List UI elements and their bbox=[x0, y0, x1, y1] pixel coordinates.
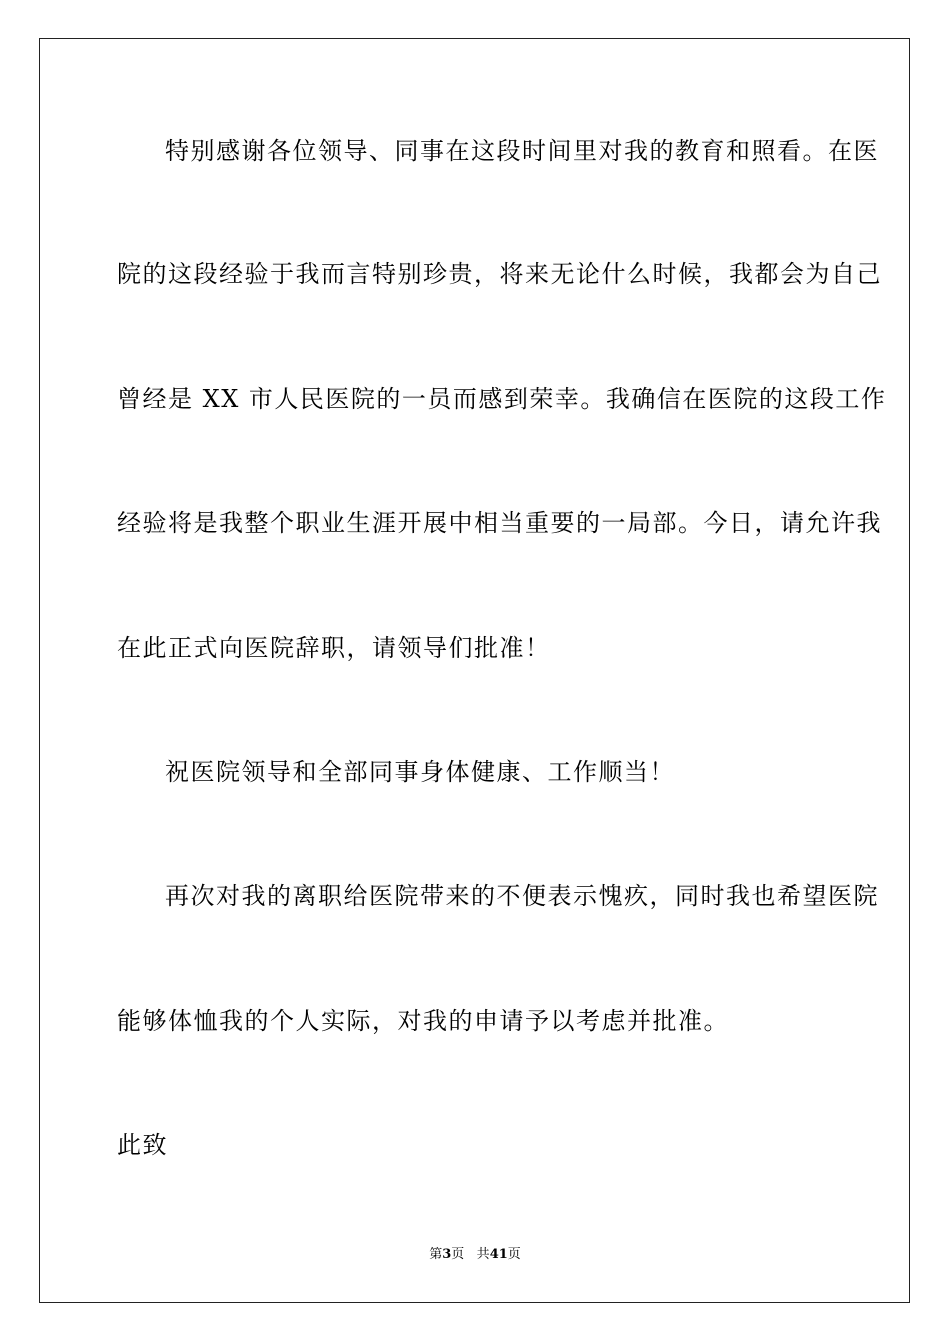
footer-total-pages: 41 bbox=[489, 1247, 508, 1262]
paragraph-3-line-2: 能够体恤我的个人实际，对我的申请予以考虑并批准。 bbox=[117, 1007, 729, 1035]
footer-total-prefix: 共 bbox=[476, 1247, 490, 1262]
footer-page-prefix: 第 bbox=[429, 1247, 443, 1262]
paragraph-1-line-5: 在此正式向医院辞职，请领导们批准！ bbox=[117, 634, 551, 662]
footer-page-number: 3 bbox=[442, 1247, 452, 1262]
paragraph-3-line-1: 再次对我的离职给医院带来的不便表示愧疚，同时我也希望医院 bbox=[165, 882, 879, 910]
page-border bbox=[39, 38, 910, 1303]
paragraph-1-line-2: 院的这段经验于我而言特别珍贵，将来无论什么时候，我都会为自己 bbox=[117, 260, 882, 288]
paragraph-2-line-1: 祝医院领导和全部同事身体健康、工作顺当！ bbox=[165, 758, 675, 786]
footer-total-suffix: 页 bbox=[507, 1247, 521, 1262]
paragraph-1-line-4: 经验将是我整个职业生涯开展中相当重要的一局部。今日，请允许我 bbox=[117, 509, 882, 537]
footer-page-suffix: 页 bbox=[451, 1247, 465, 1262]
paragraph-1-line-1: 特别感谢各位领导、同事在这段时间里对我的教育和照看。在医 bbox=[165, 137, 879, 165]
paragraph-1-line-3: 曾经是 XX 市人民医院的一员而感到荣幸。我确信在医院的这段工作 bbox=[117, 385, 887, 413]
page-footer bbox=[0, 1246, 950, 1264]
closing-salutation: 此致 bbox=[117, 1131, 168, 1159]
